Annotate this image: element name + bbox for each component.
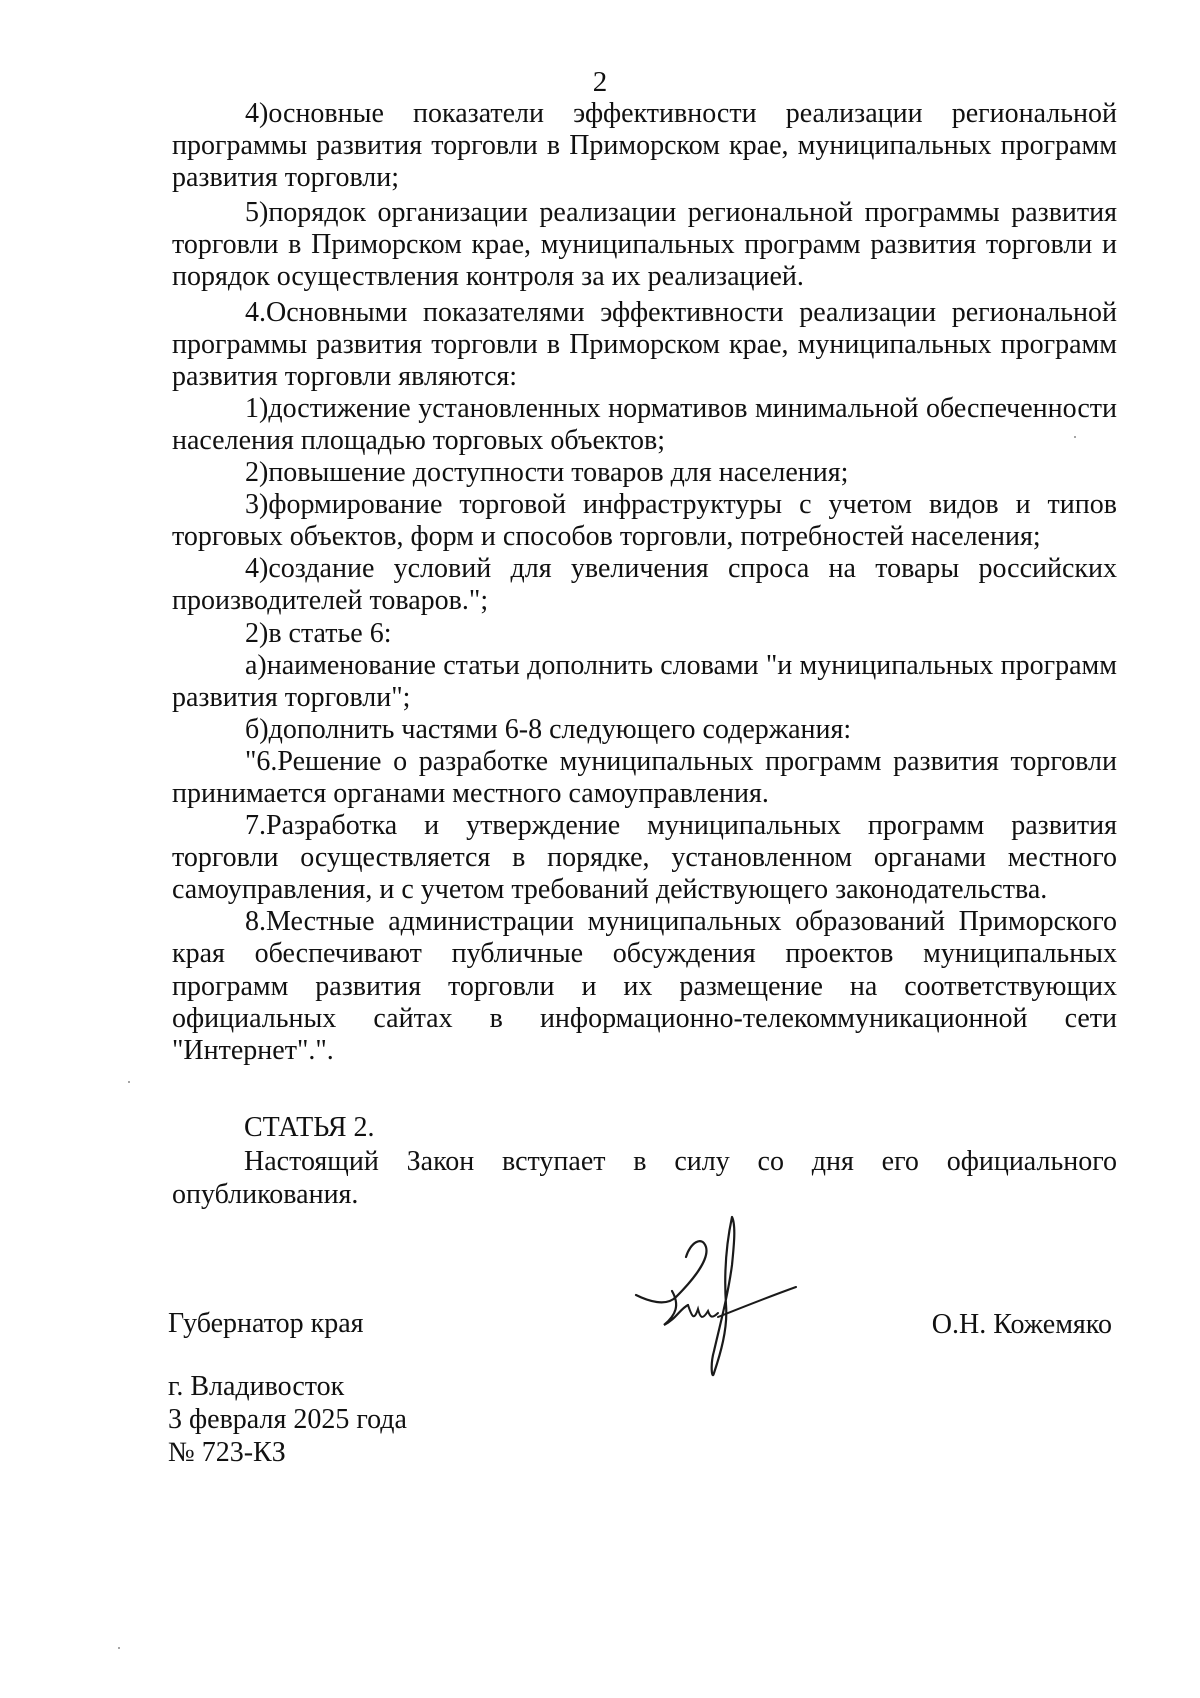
- paragraph-9: а)наименование статьи дополнить словами "и муниципальных программ развития торговли";: [172, 649, 1117, 713]
- paragraph-12: 7.Разработка и утверждение муниципальных программ развития торговли осуществляется в порядке, установленном органами местного самоуправления, и с учетом требований действующего законодательства.: [172, 810, 1117, 906]
- document-body: [172, 98, 1117, 1067]
- paragraph-11: "6.Решение о разработке муниципальных программ развития торговли принимается органами местного самоуправления.: [172, 745, 1117, 809]
- governor-title: Губернатор края: [168, 1308, 364, 1339]
- scan-speck: [128, 1081, 130, 1083]
- place: г. Владивосток: [168, 1371, 345, 1402]
- paragraph-1: 4)основные показатели эффективности реализации региональной программы развития торговли в Приморском крае, муниципальных программ развития торговли;: [172, 98, 1117, 194]
- paragraph-8: 2)в статье 6:: [245, 617, 392, 649]
- governor-name: О.Н. Кожемяко: [931, 1309, 1112, 1340]
- article-2-text: Настоящий Закон вступает в силу со дня его официального опубликования.: [172, 1146, 1117, 1210]
- place-date-block: [168, 1370, 407, 1469]
- paragraph-2: 5)порядок организации реализации региональной программы развития торговли в Приморском крае, муниципальных программ развития торговли и порядок осуществления контроля за их реализацией.: [172, 197, 1117, 293]
- scan-speck: [118, 1647, 120, 1649]
- page-number: 2: [592, 66, 608, 98]
- law-number: № 723-КЗ: [168, 1437, 286, 1468]
- paragraph-5: 2)повышение доступности товаров для населения;: [245, 457, 849, 489]
- paragraph-4: 1)достижение установленных нормативов минимальной обеспеченности населения площадью торговых объектов;: [172, 392, 1117, 456]
- article-2-heading: СТАТЬЯ 2.: [244, 1112, 375, 1143]
- date: 3 февраля 2025 года: [168, 1404, 407, 1435]
- paragraph-7: 4)создание условий для увеличения спроса на товары российских производителей товаров.";: [172, 553, 1117, 617]
- handwritten-signature: [628, 1205, 818, 1380]
- paragraph-6: 3)формирование торговой инфраструктуры с учетом видов и типов торговых объектов, форм и способов торговли, потребностей населения;: [172, 489, 1117, 553]
- scan-speck: [1074, 436, 1076, 438]
- paragraph-3: 4.Основными показателями эффективности реализации региональной программы развития торговли в Приморском крае, муниципальных программ развития торговли являются:: [172, 296, 1117, 392]
- paragraph-13: 8.Местные администрации муниципальных образований Приморского края обеспечивают публичные обсуждения проектов муниципальных программ развития торговли и их размещение на соответствующих официальных сайтах в информационно-телекоммуникационной сети "Интернет".".: [172, 906, 1117, 1066]
- paragraph-10: б)дополнить частями 6-8 следующего содержания:: [245, 713, 852, 745]
